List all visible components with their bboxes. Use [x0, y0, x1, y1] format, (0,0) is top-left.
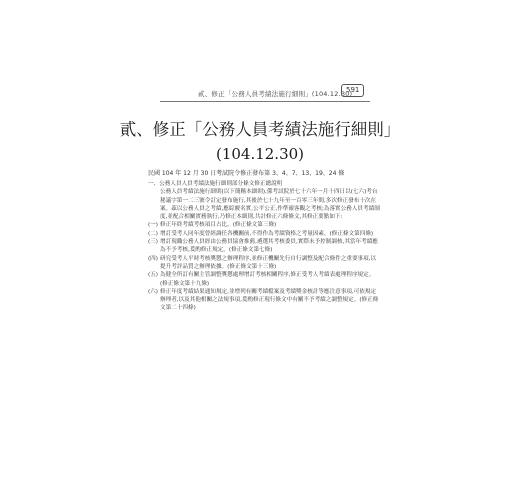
list-item: [148, 255, 380, 272]
list-item-number: (四): [148, 255, 158, 262]
list-item-text: 為健全所訂有關主管調整獎懲處理增訂考核相關程序,修正受考人考績表處理程序規定。(修正條文第十九條): [160, 272, 375, 287]
list-item-number: (一): [148, 222, 158, 229]
list-item-number: (三): [148, 239, 158, 246]
document-title: 貳、修正「公務人員考績法施行細則」: [119, 120, 401, 139]
promulgation-note: 民國 104 年 12 月 30 日考試院令修正發布第 3、4、7、13、19、24 條: [148, 170, 345, 177]
running-header: 貳、修正「公務人員考績法施行細則」(104.12.30): [198, 90, 353, 98]
document-date: (104.12.30): [215, 145, 305, 163]
list-item-text: 修正年度考績結果通知規定,並增列有關考績檔案及考績獎金核計等應注意事項,可依規定辦理者,以及其他相關之法規事項,爰酌修正現行條文中有關不予考績之調整規定。(修正條文第二十四條): [160, 288, 379, 312]
list-item-text: 增訂受考人同年度曾經調任各機關前,不得作為考績資格之考量因素。(修正條文第四條): [160, 230, 374, 237]
list-item: [148, 288, 380, 313]
list-item-text: 增訂現職公務人員經由公務員協會推薦,遴選其考核委員,實際未予控制調核,其當年考績應為不予考核,爰酌修正規定。(修正條文第七條): [160, 239, 378, 254]
list-item-text: 修正年終考績考核項目占比。(修正條文第三條): [160, 222, 277, 229]
list-item-text: 研究受考人平時考核獎懲之辦理程序,並修正機關先行自行調整及配合條件之重要事項,以提升考評品質之辦理依據。(修正條文第十三條): [160, 255, 377, 270]
header-divider: [160, 101, 370, 102]
section-title: 一、公務人員人員考績法施行細則部分條文修正總說明: [148, 181, 283, 187]
list-item-number: (二): [148, 230, 158, 237]
list-item: [148, 230, 380, 238]
intro-paragraph: 公務人員考績法施行細則(以下簡稱本細則),係考試院於七十六年一月十四日以(七六)考台秘議字第一二三號令訂定發布施行,其後於七十九年至一百零三年間,多次修正發布十次在案。茲以公務人員之考績,應綜覈名實,公平公正,作準確客觀之考核;為落實公務人員考績制度,並配合相關實務執行,乃修正本細則,共計修正六條條文,其修正要點如下:: [160, 189, 380, 221]
list-item: [148, 221, 380, 229]
list-item-number: (六): [148, 288, 158, 295]
list-item: [148, 238, 380, 255]
section-body: [148, 180, 380, 313]
list-item: [148, 271, 380, 288]
list-item-number: (五): [148, 272, 158, 279]
page-number: 591: [341, 84, 364, 97]
